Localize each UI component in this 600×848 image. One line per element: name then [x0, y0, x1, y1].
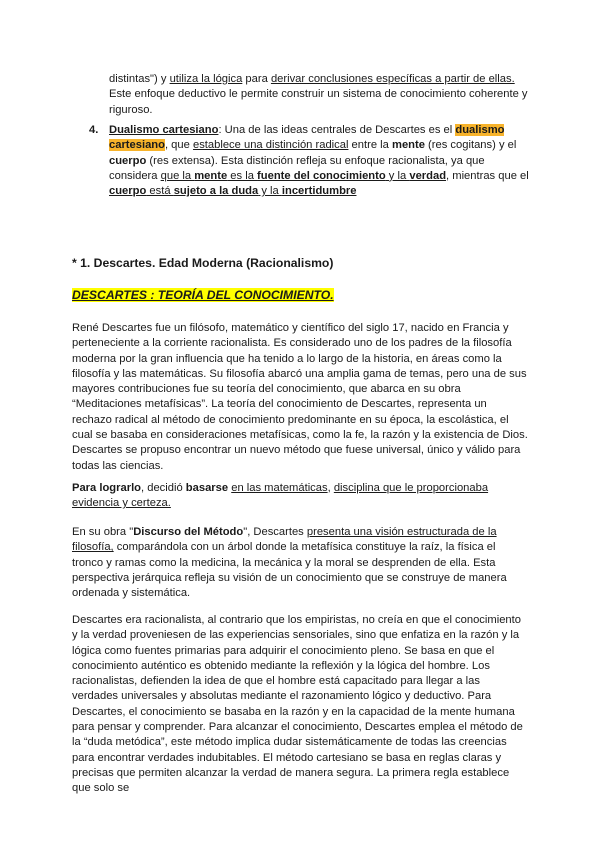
- list-number: 4.: [89, 124, 99, 136]
- paragraph-discurso: [72, 525, 528, 601]
- term: Dualismo cartesiano: [109, 124, 219, 136]
- bold-text: cuerpo: [109, 154, 147, 167]
- text: Este enfoque deductivo le permite construir un sistema de conocimiento coherente y riguroso.: [109, 88, 528, 116]
- underlined-bold-text: incertidumbre: [281, 185, 357, 198]
- text: (res extensa). Esta distinción refleja su enfoque racionalista, ya que considera: [109, 154, 485, 182]
- underlined-bold-text: verdad: [409, 169, 447, 182]
- text: , que: [164, 139, 193, 152]
- document-heading: DESCARTES : TEORÍA DEL CONOCIMIENTO.: [72, 288, 334, 302]
- text: para: [242, 73, 271, 85]
- text: comparándola con un árbol donde la metafísica constituye la raíz, la física el tronco y ramas como la medicina, la mecánica y la moral se desprenden de ella. Esta perspectiva jerárquica refleja su visión de un conocimiento que se construye de manera ordenada y sistemática.: [72, 541, 507, 600]
- text: entre la: [348, 139, 392, 152]
- text: ", Descartes: [243, 526, 307, 538]
- text: (res cogitans) y el: [424, 139, 517, 152]
- underlined-text: en las matemáticas: [231, 482, 328, 494]
- underlined-text: establece una distinción radical: [192, 139, 349, 152]
- bold-text: Discurso del Método: [133, 526, 244, 538]
- underlined-text: derivar conclusiones específicas a partir de ellas.: [270, 73, 515, 85]
- bold-text: mente: [392, 139, 425, 152]
- bold-text: basarse: [185, 482, 229, 494]
- list-item-continuation: [109, 72, 529, 118]
- underlined-text: está: [146, 185, 174, 198]
- underlined-text: y la: [258, 185, 282, 198]
- underlined-bold-text: sujeto a la duda: [173, 185, 259, 198]
- text: En su obra ": [72, 526, 134, 538]
- paragraph-intro: René Descartes fue un filósofo, matemático y científico del siglo 17, nacido en Francia y perteneciente a la corriente racionalista. Es considerado uno de los padres de la filosofía moderna por la gran influencia que ha tenido a lo largo de la historia, en áreas como la filosofía y las matemáticas. Su filosofía abarcó una amplia gama de temas, pero una de sus mayores contribuciones fue su teoría del conocimiento, que abarca en su obra “Meditaciones metafísicas”. La teoría del conocimiento de Descartes, representa un rechazo radical al método de conocimiento predominante en su época, la escolástica, el cual se basaba en consideraciones metafísicas, como la fe, la razón y la existencia de Dios. Descartes se propuso encontrar un nuevo método que fuese universal, único y válido para todas las ciencias.: [72, 322, 528, 472]
- paragraph-racionalista: Descartes era racionalista, al contrario que los empiristas, no creía en que el conocimiento y la verdad proveniesen de las experiencias sensoriales, sino que enfatiza en la razón y la lógica como fuentes primarias para adquirir el conocimiento pleno. Se basa en que el conocimiento auténtico es obtenido mediante la reflexión y la lógica del hombre. Los racionalistas, defienden la idea de que el hombre está capacitado para llegar a las verdades universales y absolutas mediante el razonamiento lógico y deductivo. Para Descartes, el conocimiento se basaba en la razón y en la capacidad de la mente humana para pensar y comprender. Para alcanzar el conocimiento, Descartes emplea el método de la “duda metódica”, este método implica dudar sistemáticamente de todas las creencias para encontrar verdades indubitables. El método cartesiano se basa en reglas claras y precisas que permiten alcanzar la verdad de manera segura. La primera regla establece que solo se: [72, 614, 523, 795]
- underlined-text: y la: [385, 169, 410, 182]
- section-title: * 1. Descartes. Edad Moderna (Racionalismo): [72, 256, 334, 270]
- document-heading-block: [72, 288, 528, 304]
- text: , decidió: [141, 482, 186, 494]
- underlined-bold-text: fuente del conocimiento: [257, 169, 386, 182]
- text: ,: [327, 482, 334, 494]
- underlined-text: utiliza la lógica: [169, 73, 243, 85]
- bold-text: Para lograrlo: [72, 482, 142, 494]
- underlined-bold-text: mente: [194, 169, 228, 182]
- underlined-text: disciplina que le proporcionaba evidencia y certeza.: [72, 482, 489, 510]
- text: , mientras que el: [446, 169, 529, 182]
- underlined-text: es la: [227, 169, 258, 182]
- text: distintas") y: [109, 73, 170, 85]
- underlined-bold-text: cuerpo: [109, 185, 147, 198]
- underlined-text: presenta una visión estructurada de la filosofía,: [72, 526, 497, 554]
- paragraph-para-lograrlo: [72, 481, 528, 512]
- list-item-dualismo: [109, 123, 529, 199]
- highlighted-text: dualismo cartesiano: [109, 124, 505, 152]
- text: : Una de las ideas centrales de Descartes es el: [218, 124, 456, 136]
- underlined-text: que la: [160, 169, 195, 182]
